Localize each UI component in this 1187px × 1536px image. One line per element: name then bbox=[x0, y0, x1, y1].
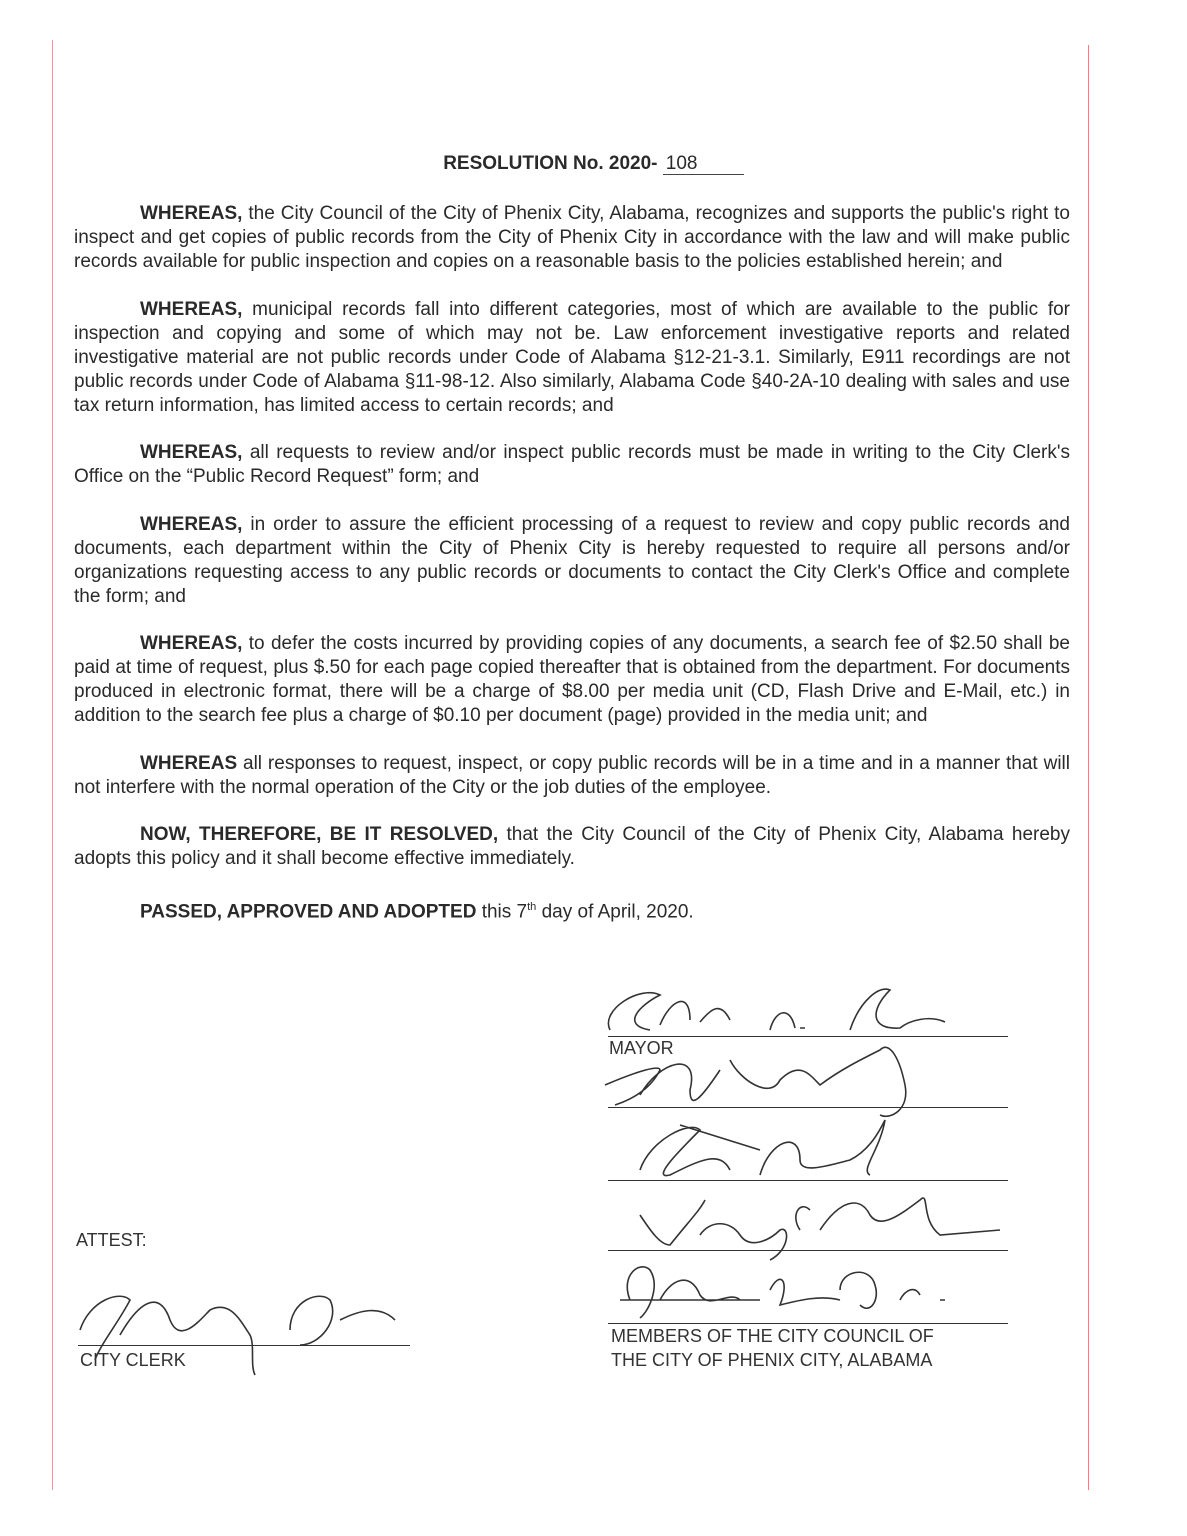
paragraph-lead: WHEREAS, bbox=[140, 513, 243, 535]
council-signature-2 bbox=[640, 1120, 885, 1176]
paragraph-text: all responses to request, inspect, or copy public records will be in a time and in a manner that will not interfere with the normal operation of the City or the job duties of the employee. bbox=[74, 752, 1070, 798]
paragraph-text: municipal records fall into different categories, most of which are available to the public for inspection and copying and some of which may not be. Law enforcement investigative reports and related investigative material are not public records under Code of Alabama §12-21-3.1. Similarly, E911 recordings are not public records under Code of Alabama §11-98-12. Also similarly, Alabama Code §40-2A-10 dealing with sales and use tax return information, has limited access to certain records; and bbox=[74, 298, 1070, 416]
paragraph-text: all requests to review and/or inspect public records must be made in writing to the City Clerk's Office on the “Public Record Request” form; and bbox=[74, 442, 1070, 487]
title-prefix: RESOLUTION No. 2020- bbox=[443, 153, 658, 174]
paragraph-text: to defer the costs incurred by providing copies of any documents, a search fee of $2.50 shall be paid at time of request, plus $.50 for each page copied thereafter that is obtained from the department. For documents produced in electronic format, there will be a charge of $8.00 per media unit (CD, Flash Drive and E-Mail, etc.) in addition to the search fee plus a charge of $0.10 per document (page) provided in the media unit; and bbox=[74, 633, 1070, 726]
passed-text-end: day of April, 2020. bbox=[536, 900, 694, 922]
council-signature-4 bbox=[620, 1267, 945, 1318]
attest-label: ATTEST: bbox=[76, 1230, 147, 1250]
mayor-signature bbox=[608, 989, 945, 1030]
council-signature-1 bbox=[605, 1047, 906, 1116]
paragraph-lead: WHEREAS bbox=[140, 752, 238, 774]
mayor-label: MAYOR bbox=[609, 1038, 674, 1058]
paragraph-lead: WHEREAS, bbox=[140, 442, 243, 463]
paragraph-text: in order to assure the efficient processing of a request to review and copy public records and documents, each department within the City of Phenix City is hereby requested to require all persons and/or organizations requesting access to any public records or documents to contact the City Clerk's Office and complete the form; and bbox=[74, 513, 1070, 607]
council-label-2: THE CITY OF PHENIX CITY, ALABAMA bbox=[611, 1350, 933, 1370]
paragraph-lead: WHEREAS, bbox=[140, 298, 243, 320]
resolution-number: 108 bbox=[663, 154, 744, 175]
paragraph-lead: WHEREAS, bbox=[140, 203, 243, 224]
paragraph-lead: WHEREAS, bbox=[140, 633, 243, 654]
passed-lead: PASSED, APPROVED AND ADOPTED bbox=[140, 900, 477, 922]
council-signature-3 bbox=[640, 1198, 1000, 1260]
paragraph-lead: NOW, THEREFORE, BE IT RESOLVED, bbox=[140, 824, 499, 845]
clerk-signature bbox=[80, 1296, 395, 1375]
clerk-label: CITY CLERK bbox=[80, 1350, 186, 1370]
paragraph-text: that the City Council of the City of Phenix City, Alabama hereby adopts this policy and it shall become effective immediately. bbox=[74, 824, 1070, 869]
council-label-1: MEMBERS OF THE CITY COUNCIL OF bbox=[611, 1326, 934, 1346]
ordinal-suffix: th bbox=[527, 900, 537, 913]
paragraph-text: the City Council of the City of Phenix City, Alabama, recognizes and supports the public's right to inspect and get copies of public records from the City of Phenix City in accordance with the law and will make public records available for public inspection and copies on a reasonable basis to the policies established herein; and bbox=[74, 203, 1070, 272]
passed-text: this 7 bbox=[476, 900, 528, 922]
